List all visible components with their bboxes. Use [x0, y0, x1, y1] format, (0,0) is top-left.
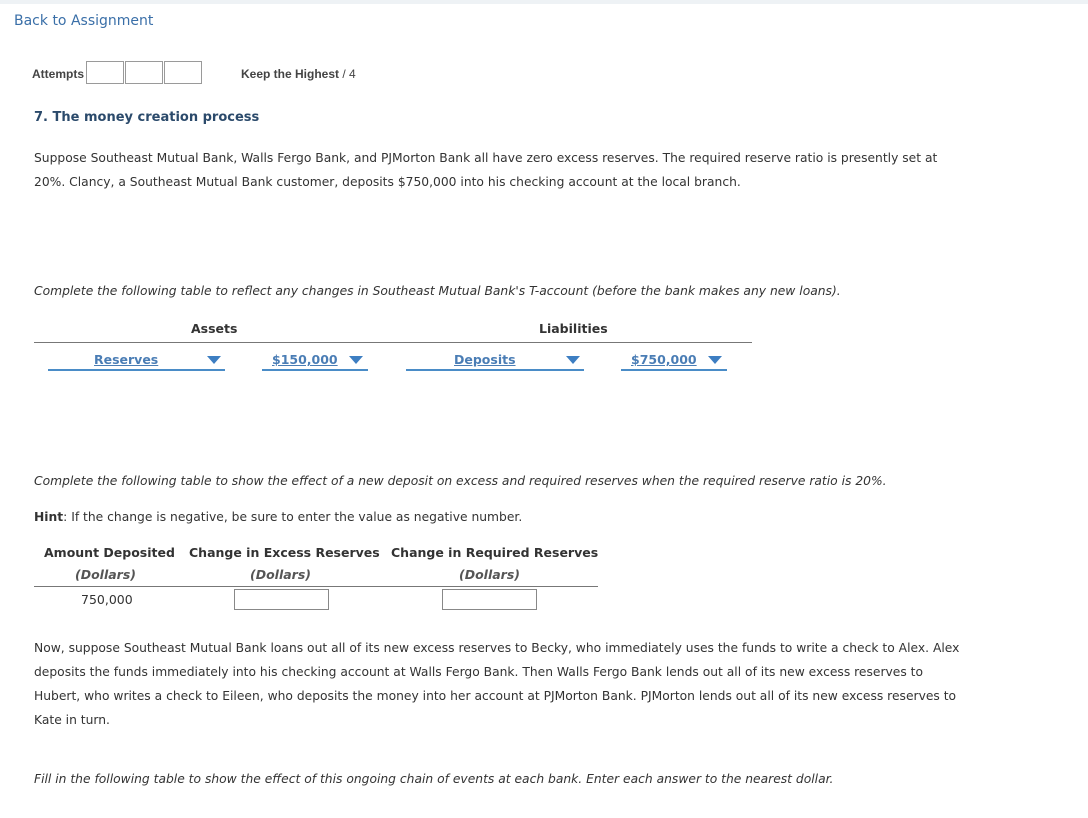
keep-highest-text: Keep the Highest	[241, 67, 340, 81]
assets-header: Assets	[191, 321, 238, 336]
question-intro	[34, 146, 937, 194]
question-intro-line: Suppose Southeast Mutual Bank, Walls Fergo Bank, and PJMorton Bank all have zero excess reserves. The required reserve ratio is presently set at	[34, 151, 938, 165]
col-required-reserves-unit: (Dollars)	[459, 567, 520, 582]
reserves-instruction: Complete the following table to show the effect of a new deposit on excess and required reserves when the required reserve ratio is 20%.	[34, 474, 887, 488]
excess-reserves-input[interactable]	[234, 589, 329, 610]
chain-fill-instruction: Fill in the following table to show the effect of this ongoing chain of events at each bank. Enter each answer to the nearest dollar.	[34, 772, 834, 786]
assets-value: $150,000	[272, 352, 338, 367]
keep-highest-count: / 4	[342, 67, 356, 81]
hint-label: Hint	[34, 510, 64, 524]
amount-deposited-cell: 750,000	[81, 592, 133, 607]
t-account-divider	[34, 342, 752, 343]
assets-item-value: Reserves	[94, 352, 159, 367]
liabilities-value: $750,000	[631, 352, 697, 367]
attempt-box	[164, 61, 202, 84]
chain-paragraph-line: Now, suppose Southeast Mutual Bank loans out all of its new excess reserves to Becky, who immediately uses the funds to write a check to Alex. Alex	[34, 641, 960, 655]
attempt-box	[125, 61, 163, 84]
liabilities-item-dropdown[interactable]	[406, 351, 584, 371]
chain-paragraph-line: deposits the funds immediately into his checking account at Walls Fergo Bank. Then Walls Fergo Bank lends out all of its new excess reserves to	[34, 665, 924, 679]
assets-item-dropdown[interactable]	[48, 351, 225, 371]
chain-paragraph-line: Hubert, who writes a check to Eileen, who deposits the money into her account at PJMorton Bank. PJMorton lends out all of its new excess reserves to	[34, 689, 957, 703]
reserves-table-divider	[34, 586, 598, 587]
attempt-boxes	[86, 61, 203, 84]
col-excess-reserves-unit: (Dollars)	[250, 567, 311, 582]
t-account-instruction: Complete the following table to reflect any changes in Southeast Mutual Bank's T-account (before the bank makes any new loans).	[34, 284, 841, 298]
caret-down-icon	[708, 356, 722, 364]
question-intro-line: 20%. Clancy, a Southeast Mutual Bank customer, deposits $750,000 into his checking account at the local branch.	[34, 175, 741, 189]
attempts-label: Attempts	[32, 67, 85, 81]
chain-paragraph-line: Kate in turn.	[34, 713, 110, 727]
col-required-reserves-header: Change in Required Reserves	[391, 545, 599, 560]
required-reserves-input[interactable]	[442, 589, 537, 610]
liabilities-item-value: Deposits	[454, 352, 516, 367]
assets-value-dropdown[interactable]	[262, 351, 368, 371]
back-to-assignment-link[interactable]: Back to Assignment	[14, 13, 154, 29]
hint-body: : If the change is negative, be sure to enter the value as negative number.	[63, 510, 523, 524]
attempt-box	[86, 61, 124, 84]
col-amount-deposited-header: Amount Deposited	[44, 545, 175, 560]
caret-down-icon	[566, 356, 580, 364]
top-bar	[0, 0, 1088, 4]
caret-down-icon	[207, 356, 221, 364]
col-excess-reserves-header: Change in Excess Reserves	[189, 545, 380, 560]
liabilities-header: Liabilities	[539, 321, 608, 336]
question-title: 7. The money creation process	[34, 110, 260, 125]
chain-paragraph	[34, 636, 959, 732]
caret-down-icon	[349, 356, 363, 364]
liabilities-value-dropdown[interactable]	[621, 351, 727, 371]
keep-highest-label	[241, 67, 356, 81]
col-amount-deposited-unit: (Dollars)	[75, 567, 136, 582]
hint-text	[34, 505, 522, 529]
